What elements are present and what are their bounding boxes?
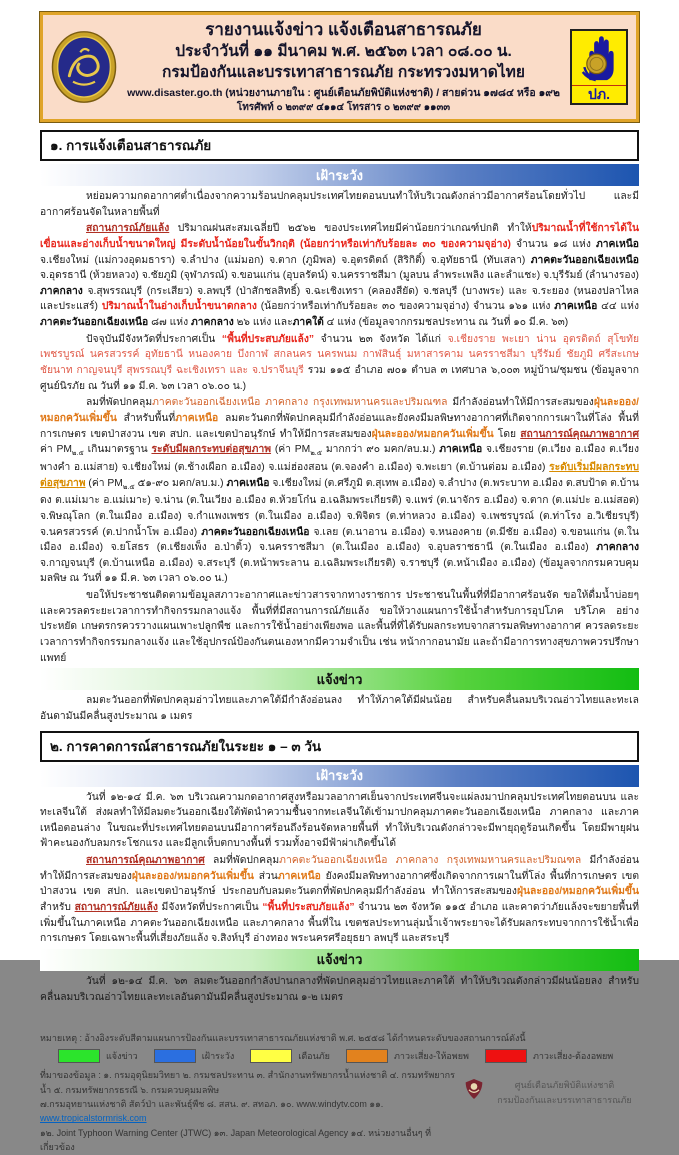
- ministry-of-interior-seal-icon: [51, 29, 117, 105]
- blue-swatch: [154, 1049, 196, 1063]
- agency-signature: [464, 1068, 639, 1154]
- sec2-paragraph-forecast: วันที่ ๑๒-๑๔ มี.ค. ๖๓ บริเวณความกดอากาศสูงหรือมวลอากาศเย็นจากประเทศจีนจะแผ่ลงมาปกคลุมประเทศไทยตอนบน และทะเลจีนใต้ ส่งผลทำให้มีลมตะวันออกเฉียงใต้พัดนำความชื้นจากทะเลจีนใต้เข้ามาปกคลุมภาคตะวันออกเฉียงเหนือ ภาคกลาง และภาคเหนือตอนล่าง ในขณะที่ประเทศไทยตอนบนมีอากาศร้อนถึงร้อนจัดหลายพื้นที่ ทำให้บริเวณดังกล่าวจะมีพายุฤดูร้อนเกิดขึ้น โดยมีพายุฝนฟ้าคะนองกับลมกระโชกแรง และมีลูกเห็บตกบางพื้นที่ รวมทั้งอาจมีฟ้าผ่าเกิดขึ้นได้: [40, 791, 639, 850]
- orange-swatch: [346, 1049, 388, 1063]
- legend-item-risk-evacuate: [346, 1049, 469, 1063]
- phone-fax-line: โทรศัพท์ ๐ ๒๓๙๙ ๔๑๑๔ โทรสาร ๐ ๒๓๙๙ ๑๑๓๓: [236, 102, 451, 114]
- legend-item-watch: [154, 1049, 235, 1063]
- legend-label: เตือนภัย: [298, 1051, 330, 1062]
- green-swatch: [58, 1049, 100, 1063]
- sec1-paragraph-declared-areas: ปัจจุบันมีจังหวัดที่ประกาศเป็น “พื้นที่ประสบภัยแล้ง” จำนวน ๒๓ จังหวัด ได้แก่ จ.เชียงราย พะเยา น่าน อุตรดิตถ์ สุโขทัย เพชรบูรณ์ นครสวรรค์ อุทัยธานี หนองคาย บึงกาฬ สกลนคร นครพนม กาฬสินธุ์ มหาสารคาม นครราชสีมา บุรีรัมย์ ชัยภูมิ ศรีสะเกษ ชัยนาท กาญจนบุรี สุพรรณบุรี ฉะเชิงเทรา และ จ.ปราจีนบุรี รวม ๑๑๕ อำเภอ ๗๐๑ ตำบล ๓ เทศบาล ๖,๐๐๓ หมู่บ้าน/ชุมชน (ข้อมูลจากศูนย์นิรภัย ณ วันที่ ๑๑ มี.ค. ๖๓ เวลา ๐๖.๐๐ น.): [40, 333, 639, 392]
- legend-label: เฝ้าระวัง: [201, 1051, 235, 1062]
- report-footer: [40, 1031, 639, 1154]
- legend-item-news: [58, 1049, 138, 1063]
- watch-banner-1: [40, 164, 639, 186]
- agency-name-2: กรมป้องกันและบรรเทาสาธารณภัย: [497, 1094, 632, 1105]
- sources-line-2: [40, 1097, 464, 1126]
- legend-label: แจ้งข่าว: [106, 1051, 138, 1062]
- agency-name-1: ศูนย์เตือนภัยพิบัติแห่งชาติ: [514, 1080, 615, 1091]
- sources-line-2-text: ๗.กรมอุทยานแห่งชาติ สัตว์ป่า และพันธุ์พืช ๘. สสน. ๙. สทอภ. ๑๐. www.windytv.com ๑๑.: [40, 1099, 384, 1110]
- news-banner-label: แจ้งข่าว: [316, 671, 363, 687]
- yellow-swatch: [250, 1049, 292, 1063]
- data-sources: [40, 1068, 464, 1154]
- ddpm-logo-text: ปภ.: [572, 85, 626, 104]
- watch-banner-label: เฝ้าระวัง: [316, 167, 363, 183]
- report-date: ประจำวันที่ ๑๑ มีนาคม พ.ศ. ๒๕๖๓ เวลา ๐๘.๐๐ น.: [175, 43, 512, 61]
- website-hotline-line: www.disaster.go.th (หน่วยงานภายใน : ศูนย์เตือนภัยพิบัติแห่งชาติ) / สายด่วน ๑๗๘๔ หรือ ๑๙๒: [127, 87, 560, 100]
- section-1-title: ๑. การแจ้งเตือนสาธารณภัย: [40, 130, 639, 161]
- sec1-paragraph-advice: ขอให้ประชาชนติดตามข้อมูลสภาวะอากาศและข่าวสารจากทางราชการ ประชาชนในพื้นที่ที่มีอากาศร้อนจัด ขอให้ดื่มน้ำบ่อยๆ และควรลดระยะเวลาการทำกิจกรรมกลางแจ้ง พื้นที่ที่มีสถานการณ์ภัยแล้ง ขอให้วางแผนการใช้น้ำสำหรับการอุปโภค บริโภค อย่างประหยัด เกษตรกรควรวางแผนเพาะปลูกพืช และการใช้น้ำอย่างเพียงพอ และพื้นที่ที่ได้รับผลกระทบจากสารมลพิษทางอากาศ ควรลดระยะเวลาการทำกิจกรรมกลางแจ้ง และใช้อุปกรณ์ป้องกันตนเองหากมีความจำเป็น เช่น หน้ากากอนามัย และถ้ามีอาการทางสุขภาพควรปรึกษาแพทย์: [40, 590, 639, 664]
- sec1-paragraph-heat: หย่อมความกดอากาศต่ำเนื่องจากความร้อนปกคลุมประเทศไทยตอนบนทำให้บริเวณดังกล่าวมีอากาศร้อนโดยทั่วไป และมีอากาศร้อนจัดในหลายพื้นที่: [40, 191, 639, 218]
- legend-item-risk-must-evacuate: [485, 1049, 613, 1063]
- news-banner-2: [40, 949, 639, 971]
- sec2-paragraph-air-drought: สถานการณ์คุณภาพอากาศ ลมที่พัดปกคลุมภาคตะวันออกเฉียงเหนือ ภาคกลาง กรุงเทพมหานครและปริมณฑล มีกำลังอ่อนทำให้มีการสะสมของฝุ่นละออง/หมอกควันเพิ่มขึ้น ส่วนภาคเหนือ ยังคงมีมลพิษทางอากาศซึ่งเกิดจากการเผาในที่โล่ง พื้นที่การเกษตร เขตป่าสงวน เขต สปก. และเขตป่าอนุรักษ์ ประกอบกับลมตะวันตกที่พัดปกคลุมมีกำลังอ่อน ทำให้การสะสมของฝุ่นละออง/หมอกควันเพิ่มขึ้น สำหรับ สถานการณ์ภัยแล้ง มีจังหวัดที่ประกาศเป็น “พื้นที่ประสบภัยแล้ง” จำนวน ๒๓ จังหวัด ๑๑๕ อำเภอ และคาดว่าภัยแล้งจะขยายพื้นที่เพิ่มขึ้นในภาคเหนือ ภาคตะวันออกเฉียงเหนือ และภาคกลาง พื้นที่ใน เขตชลประทานลุ่มน้ำเจ้าพระยาจะได้รับผลกระทบจากการใช้น้ำเพื่อการเกษตร โดยเฉพาะพื้นที่เสี่ยงภัยแล้ง จ.สิงห์บุรี อ่างทอง พระนครศรีอยุธยา ลพบุรี และสระบุรี: [40, 855, 640, 945]
- department-name: กรมป้องกันและบรรเทาสาธารณภัย กระทรวงมหาดไทย: [162, 64, 525, 82]
- section-2-title: ๒. การคาดการณ์สาธารณภัยในระยะ ๑ – ๓ วัน: [40, 731, 639, 762]
- ddpm-logo: [570, 29, 628, 106]
- news-banner-1: [40, 668, 639, 690]
- sec1-paragraph-air-quality: ลมที่พัดปกคลุมภาคตะวันออกเฉียงเหนือ ภาคกลาง กรุงเทพมหานครและปริมณฑล มีกำลังอ่อนทำให้มีการสะสมของฝุ่นละออง/หมอกควันเพิ่มขึ้น สำหรับพื้นที่ภาคเหนือ ลมตะวันตกที่พัดปกคลุมมีกำลังอ่อนและยังคงมีมลพิษทางอากาศที่เกิดจากการเผาในที่โล่ง พื้นที่การเกษตร เขตป่าสงวน เขต สปก. และเขตป่าอนุรักษ์ ทำให้มีการสะสมของฝุ่นละออง/หมอกควันเพิ่มขึ้น โดย สถานการณ์คุณภาพอากาศ ค่า $PM_{๒.๕}$ เกินมาตรฐาน ระดับมีผลกระทบต่อสุขภาพ (ค่า $PM_{๒.๕}$ มากกว่า ๙๐ มคก/ลบ.ม.) ภาคเหนือ จ.เชียงราย (ต.เวียง อ.เมือง ต.เวียงพางคำ อ.แม่สาย) จ.เชียงใหม่ (ต.ช้างเผือก อ.เมือง) จ.แม่ฮ่องสอน (ต.จองคำ อ.เมือง) จ.พะเยา (ต.บ้านต่อม อ.เมือง) ระดับเริ่มมีผลกระทบต่อสุขภาพ (ค่า $PM_{๒.๕}$ ๕๑-๙๐ มคก/ลบ.ม.) ภาคเหนือ จ.เชียงใหม่ (ต.ศรีภูมิ ต.สุเทพ อ.เมือง) จ.ลำปาง (ต.พระบาท อ.เมือง ต.สบป้าด ต.บ้านดง ต.แม่เมาะ อ.แม่เมาะ) จ.น่าน (ต.ในเวียง อ.เมือง ต.ห้วยโก๋น อ.เฉลิมพระเกียรติ) จ.แพร่ (ต.นาจักร อ.เมือง) จ.ตาก (ต.แม่ปะ อ.แม่สอด) จ.พิษณุโลก (ต.ในเมือง อ.เมือง) จ.กำแพงเพชร (ต.ในเมือง อ.เมือง) จ.พิจิตร (ต.ท่าหลวง อ.เมือง) จ.เพชรบูรณ์ (ต.ท่าโรง อ.วิเชียรบุรี) จ.นครสวรรค์ (ต.ปากน้ำโพ อ.เมือง) ภาคตะวันออกเฉียงเหนือ จ.เลย (ต.นาอาน อ.เมือง) จ.หนองคาย (ต.มีชัย อ.เมือง) จ.ขอนแก่น (ต.ในเมือง อ.เมือง) จ.ยโสธร (ต.เชียงเพ็ง อ.ป่าติ้ว) จ.นครราชสีมา (ต.ในเมือง อ.เมือง) จ.อุบลราชธานี (ต.ในเมือง อ.เมือง) ภาคกลาง จ.กาญจนบุรี (ต.บ้านเหนือ อ.เมือง) จ.สระบุรี (ต.หน้าพระลาน อ.เฉลิมพระเกียรติ) จ.ราชบุรี (ต.หน้าเมือง อ.เมือง) (ข้อมูลจากกรมควบคุมมลพิษ ณ วันที่ ๑๑ มี.ค. ๖๓ เวลา ๐๖.๐๐ น.): [40, 397, 639, 585]
- alert-level-legend: [40, 1049, 639, 1063]
- legend-item-warning: [250, 1049, 330, 1063]
- tropicalstormrisk-link[interactable]: www.tropicalstormrisk.com: [40, 1113, 147, 1124]
- report-title: รายงานแจ้งข่าว แจ้งเตือนสาธารณภัย: [205, 20, 482, 40]
- sources-line-1: ที่มาของข้อมูล : ๑. กรมอุตุนิยมวิทยา ๒. กรมชลประทาน ๓. สำนักงานทรัพยากรน้ำแห่งชาติ ๔. กรมทรัพยากรน้ำ ๕. กรมทรัพยากรธรณี ๖. กรมควบคุมมลพิษ: [40, 1070, 455, 1095]
- news-banner-label: แจ้งข่าว: [316, 952, 363, 968]
- sec2-paragraph-sea: วันที่ ๑๒-๑๔ มี.ค. ๖๓ ลมตะวันออกกำลังปานกลางที่พัดปกคลุมอ่าวไทยและภาคใต้ ทำให้บริเวณดังกล่าวมีฝนน้อยลง สำหรับคลื่นลมบริเวณอ่าวไทยและทะเลอันดามันมีคลื่นสูงประมาณ ๑-๒ เมตร: [40, 975, 639, 1003]
- legend-label: ภาวะเสี่ยง-ให้อพยพ: [393, 1051, 469, 1062]
- red-swatch: [485, 1049, 527, 1063]
- watch-banner-label: เฝ้าระวัง: [316, 768, 363, 784]
- sec1-paragraph-sea: ลมตะวันออกที่พัดปกคลุมอ่าวไทยและภาคใต้มีกำลังอ่อนลง ทำให้ภาคใต้มีฝนน้อย สำหรับคลื่นลมบริเวณอ่าวไทยและทะเลอันดามันมีคลื่นสูงประมาณ ๑ เมตร: [40, 695, 639, 722]
- header-titles: [125, 19, 562, 114]
- report-header: [40, 12, 639, 122]
- watch-banner-2: [40, 765, 639, 787]
- ndwc-shield-icon: [464, 1078, 484, 1100]
- footer-note: หมายเหตุ : อ้างอิงระดับสีตามแผนการป้องกันและบรรเทาสาธารณภัยแห่งชาติ พ.ศ. ๒๕๕๘ ได้กำหนดระดับของสถานการณ์ดังนี้: [40, 1033, 526, 1044]
- legend-label: ภาวะเสี่ยง-ต้องอพยพ: [532, 1051, 614, 1062]
- hand-emblem-icon: [574, 33, 624, 85]
- sources-line-3: ๑๒. Joint Typhoon Warning Center (JTWC) ๑๓. Japan Meteorological Agency ๑๔. หน่วยงานอื่นๆ ที่เกี่ยวข้อง: [40, 1127, 432, 1153]
- sec1-paragraph-drought: สถานการณ์ภัยแล้ง ปริมาณฝนสะสมเฉลี่ยปี ๒๕๖๒ ของประเทศไทยมีค่าน้อยกว่าเกณฑ์ปกติ ทำให้ปริมาณน้ำที่ใช้การได้ในเขื่อนและอ่างเก็บน้ำขนาดใหญ่ มีระดับน้ำน้อยในขั้นวิกฤติ (น้อยกว่าหรือเท่ากับร้อยละ ๓๐ ของความจุอ่าง) จำนวน ๑๘ แห่ง ภาคเหนือ จ.เชียงใหม่ (แม่กวงอุดมธารา) จ.ลำปาง (แม่มอก) จ.ตาก (ภูมิพล) จ.อุตรดิตถ์ (สิริกิติ์) จ.อุทัยธานี (ทับเสลา) ภาคตะวันออกเฉียงเหนือ จ.อุดรธานี (ห้วยหลวง) จ.ชัยภูมิ (จุฬาภรณ์) จ.ขอนแก่น (อุบลรัตน์) จ.นครราชสีมา (มูลบน ลำพระเพลิง และลำแชะ) จ.บุรีรัมย์ (ลำนางรอง) ภาคกลาง จ.สุพรรณบุรี (กระเสียว) จ.ลพบุรี (ป่าสักชลสิทธิ์) จ.ฉะเชิงเทรา (คลองสียัด) จ.ชลบุรี (บางพระ) และ จ.ระยอง (หนองปลาไหล และประแสร์) ปริมาณน้ำในอ่างเก็บน้ำขนาดกลาง (น้อยกว่าหรือเท่ากับร้อยละ ๓๐ ของความจุอ่าง) จำนวน ๑๖๑ แห่ง ภาคเหนือ ๔๔ แห่ง ภาคตะวันออกเฉียงเหนือ ๘๗ แห่ง ภาคกลาง ๒๖ แห่ง และภาคใต้ ๔ แห่ง (ข้อมูลจากกรมชลประทาน ณ วันที่ ๑๐ มี.ค. ๖๓): [40, 223, 639, 329]
